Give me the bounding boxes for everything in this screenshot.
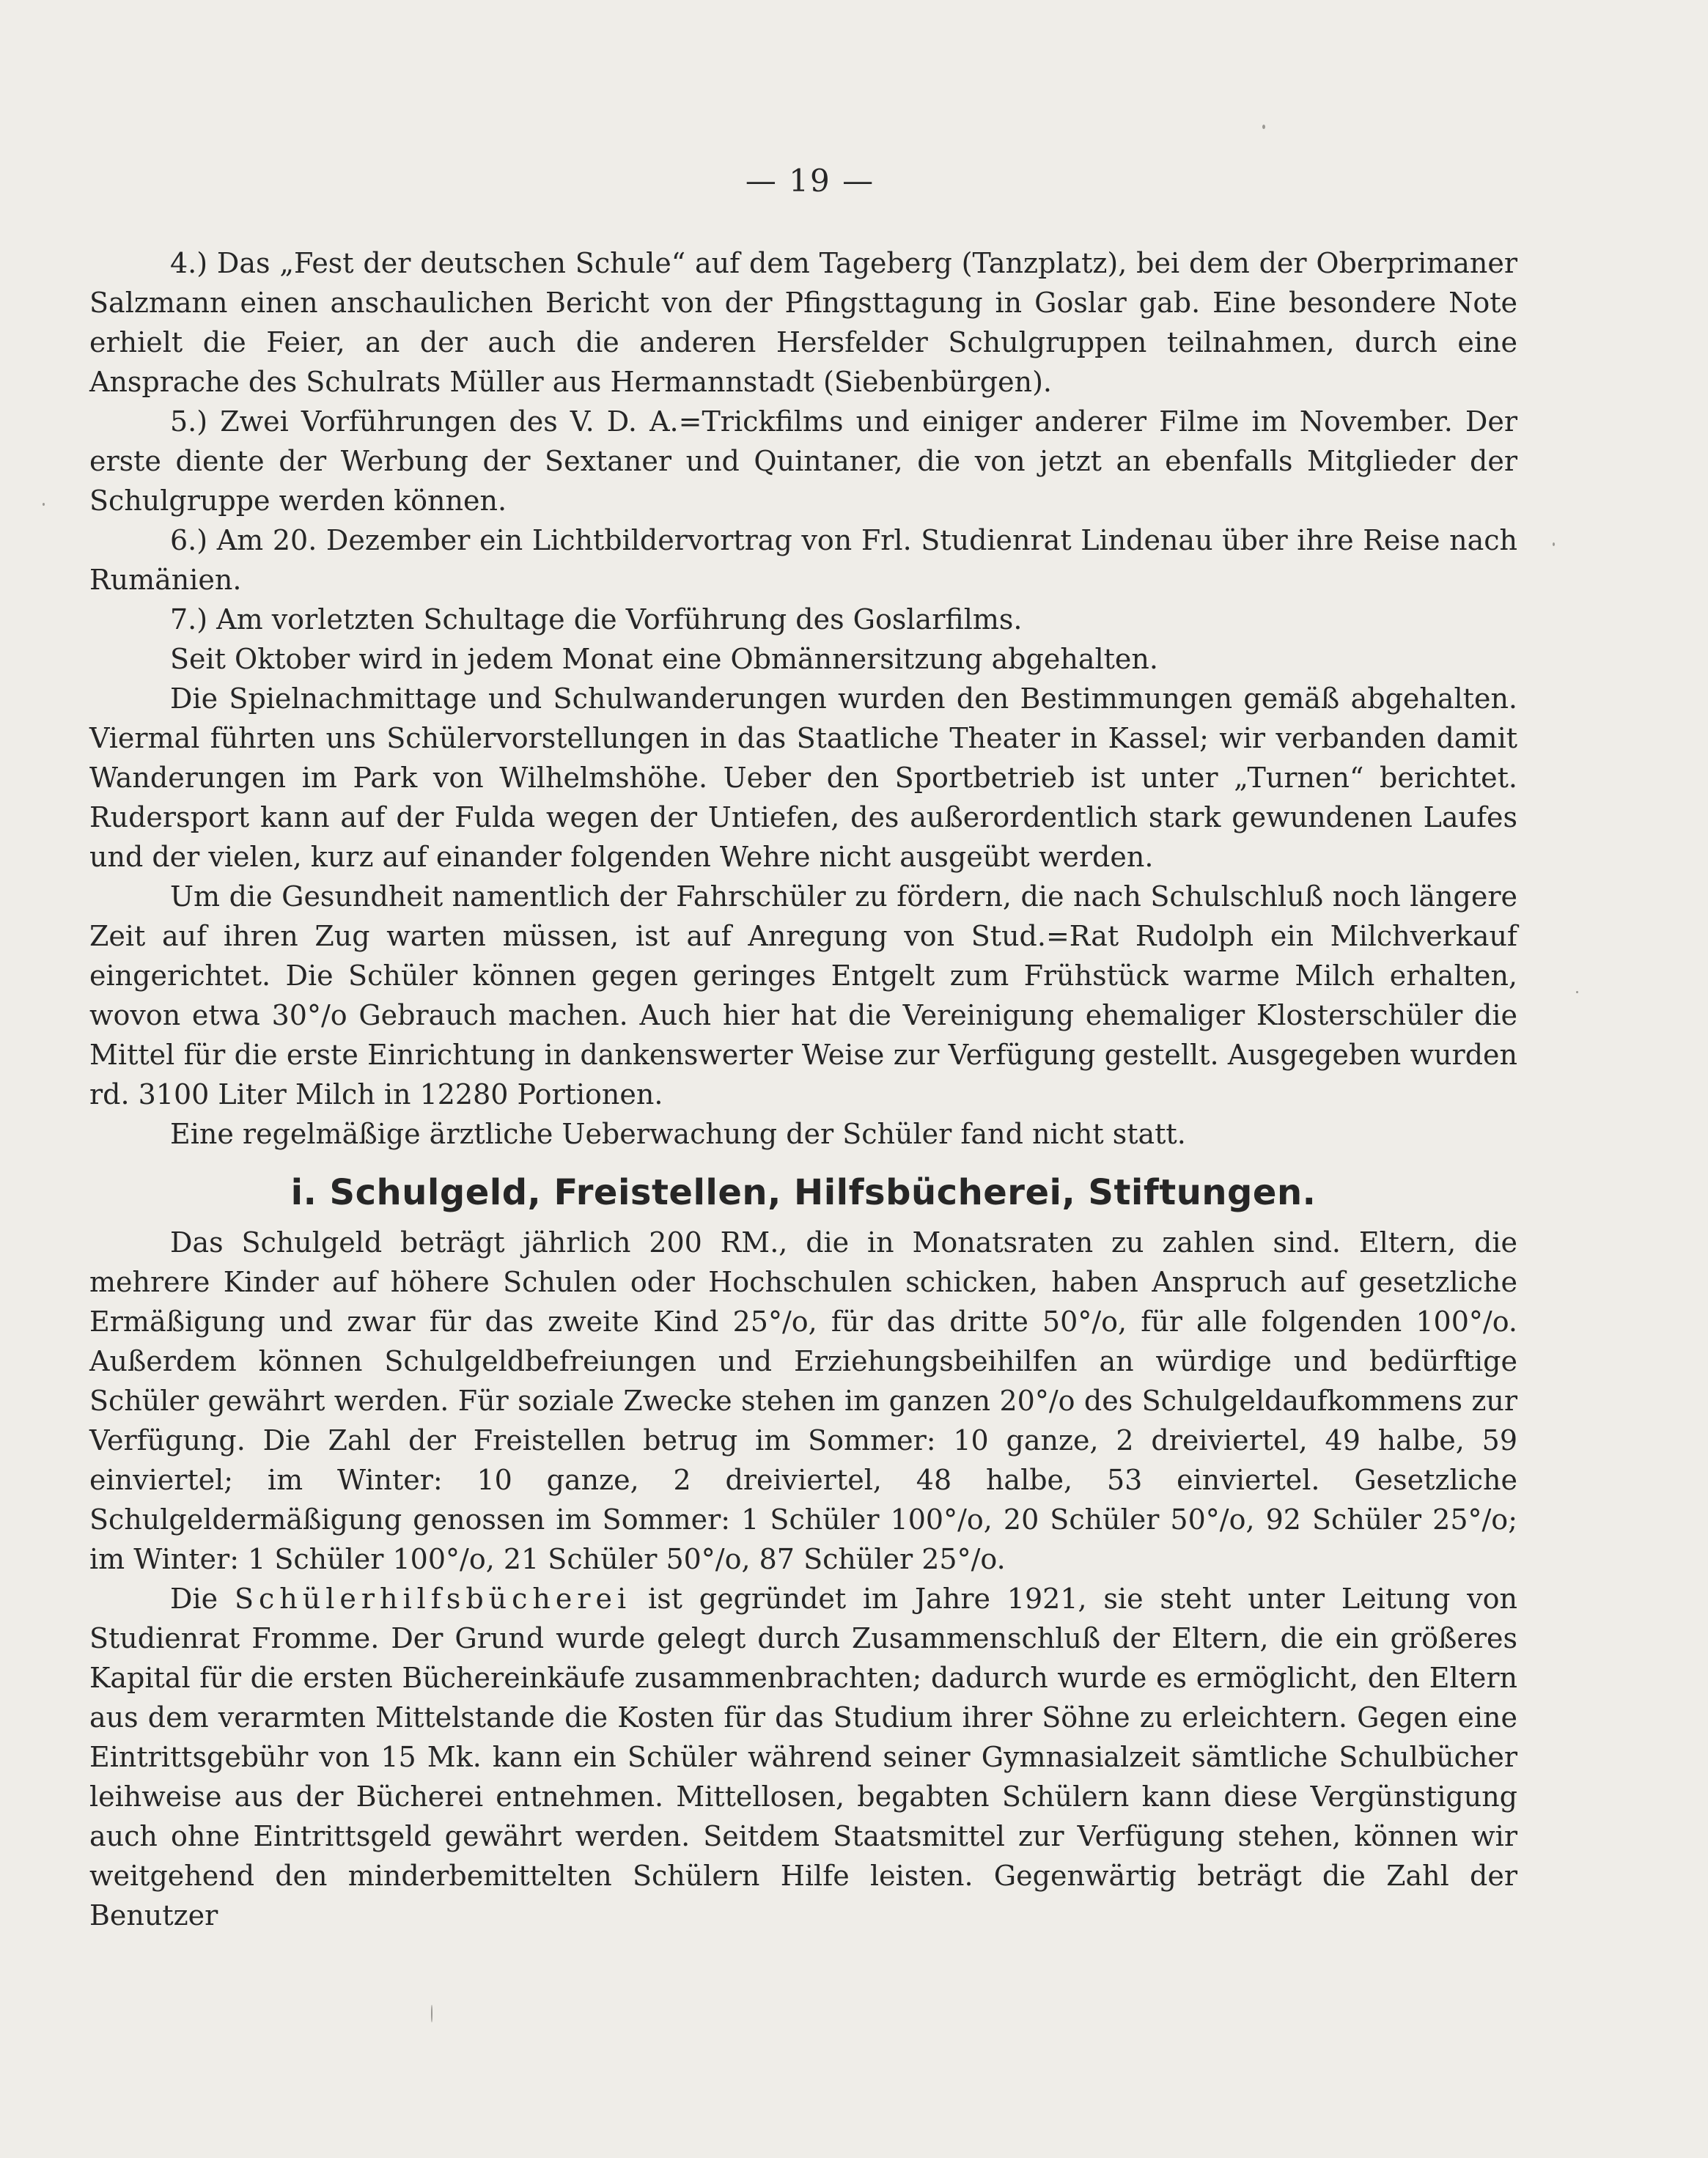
paragraph-milchverkauf: Um die Gesundheit namentlich der Fahrschüler zu fördern, die nach Schulschluß noch längere Zeit auf ihren Zug warten müssen, ist auf Anregung von Stud.=Rat Rudolph ein Milchverkauf eingerichtet. Die Schüler können gegen geringes Entgelt zum Frühstück warme Milch erhalten, wovon etwa 30°/o Gebrauch machen. Auch hier hat die Vereinigung ehemaliger Klosterschüler die Mittel für die erste Einrichtung in dankenswerter Weise zur Verfügung gestellt. Ausgegeben wurden rd. 3100 Liter Milch in 12280 Portionen. [89,880,1517,1111]
paragraph-spielnachmittage: Die Spielnachmittage und Schulwanderungen wurden den Bestimmungen gemäß abgehalten. Viermal führten uns Schülervorstellungen in das Staatliche Theater in Kassel; wir verbanden damit Wanderungen im Park von Wilhelmshöhe. Ueber den Sportbetrieb ist unter „Turnen“ berichtet. Rudersport kann auf der Fulda wegen der Untiefen, des außerordentlich stark gewundenen Laufes und der vielen, kurz auf einander folgenden Wehre nicht ausgeübt werden. [89,682,1517,873]
section-heading: i. Schulgeld, Freistellen, Hilfsbücherei, Stiftungen. [290,1172,1317,1213]
paragraph-continuation: ist gegründet im Jahre 1921, sie steht unter Leitung von Studienrat Fromme. Der Grund wurde gelegt durch Zusammenschluß der Eltern, die ein größeres Kapital für die ersten Büchereinkäufe zusammenbrachten; dadurch wurde es ermöglicht, den Eltern aus dem verarmten Mittelstande die Kosten für das Studium ihrer Söhne zu erleichtern. Gegen eine Eintrittsgebühr von 15 Mk. kann ein Schüler während seiner Gymnasialzeit sämtliche Schulbücher leihweise aus der Bücherei entnehmen. Mittellosen, begabten Schülern kann diese Vergünstigung auch ohne Eintrittsgeld gewährt werden. Seitdem Staatsmittel zur Verfügung stehen, können wir weitgehend den minderbemittelten Schülern Hilfe leisten. Gegenwärtig beträgt die Zahl der Benutzer [89,1583,1517,1931]
paragraph-item-5: 5.) Zwei Vorführungen des V. D. A.=Trickfilms und einiger anderer Filme im November. Der erste diente der Werbung der Sextaner und Quintaner, die von jetzt an ebenfalls Mitglieder der Schulgruppe werden können. [89,405,1517,517]
paragraph-lead-word: Die [170,1583,218,1615]
body-text [89,243,1517,1935]
scan-speck [1576,991,1578,993]
scan-speck [43,503,45,506]
paragraph-item-7: 7.) Am vorletzten Schultage die Vorführung des Goslarfilms. [170,603,1023,636]
page-number: — 19 — [745,163,875,199]
emphasized-term: Schülerhilfsbücherei [234,1583,632,1615]
paragraph-schulgeld: Das Schulgeld beträgt jährlich 200 RM., die in Monatsraten zu zahlen sind. Eltern, die mehrere Kinder auf höhere Schulen oder Hochschulen schicken, haben Anspruch auf gesetzliche Ermäßigung und zwar für das zweite Kind 25°/o, für das dritte 50°/o, für alle folgenden 100°/o. Außerdem können Schulgeldbefreiungen und Erziehungsbeihilfen an würdige und bedürftige Schüler gewährt werden. Für soziale Zwecke stehen im ganzen 20°/o des Schulgeldaufkommens zur Verfügung. Die Zahl der Freistellen betrug im Sommer: 10 ganze, 2 dreiviertel, 49 halbe, 59 einviertel; im Winter: 10 ganze, 2 dreiviertel, 48 halbe, 53 einviertel. Gesetzliche Schulgeldermäßigung genossen im Sommer: 1 Schüler 100°/o, 20 Schüler 50°/o, 92 Schüler 25°/o; im Winter: 1 Schüler 100°/o, 21 Schüler 50°/o, 87 Schüler 25°/o. [89,1226,1517,1575]
paragraph-item-4: 4.) Das „Fest der deutschen Schule“ auf dem Tageberg (Tanzplatz), bei dem der Oberprimaner Salzmann einen anschaulichen Bericht von der Pfingsttagung in Goslar gab. Eine besondere Note erhielt die Feier, an der auch die anderen Hersfelder Schulgruppen teilnahmen, durch eine Ansprache des Schulrats Müller aus Hermannstadt (Siebenbürgen). [89,247,1517,398]
paragraph-obmaenner: Seit Oktober wird in jedem Monat eine Obmännersitzung abgehalten. [170,643,1158,675]
paragraph-aerztliche-ueberwachung: Eine regelmäßige ärztliche Ueberwachung der Schüler fand nicht statt. [170,1118,1186,1150]
scan-speck [431,2005,432,2022]
scan-speck [1262,125,1265,129]
paragraph-hilfsbuecherei [89,1579,1517,1935]
scan-speck [1553,542,1555,546]
paragraph-item-6: 6.) Am 20. Dezember ein Lichtbildervortrag von Frl. Studienrat Lindenau über ihre Reise nach Rumänien. [89,524,1517,596]
